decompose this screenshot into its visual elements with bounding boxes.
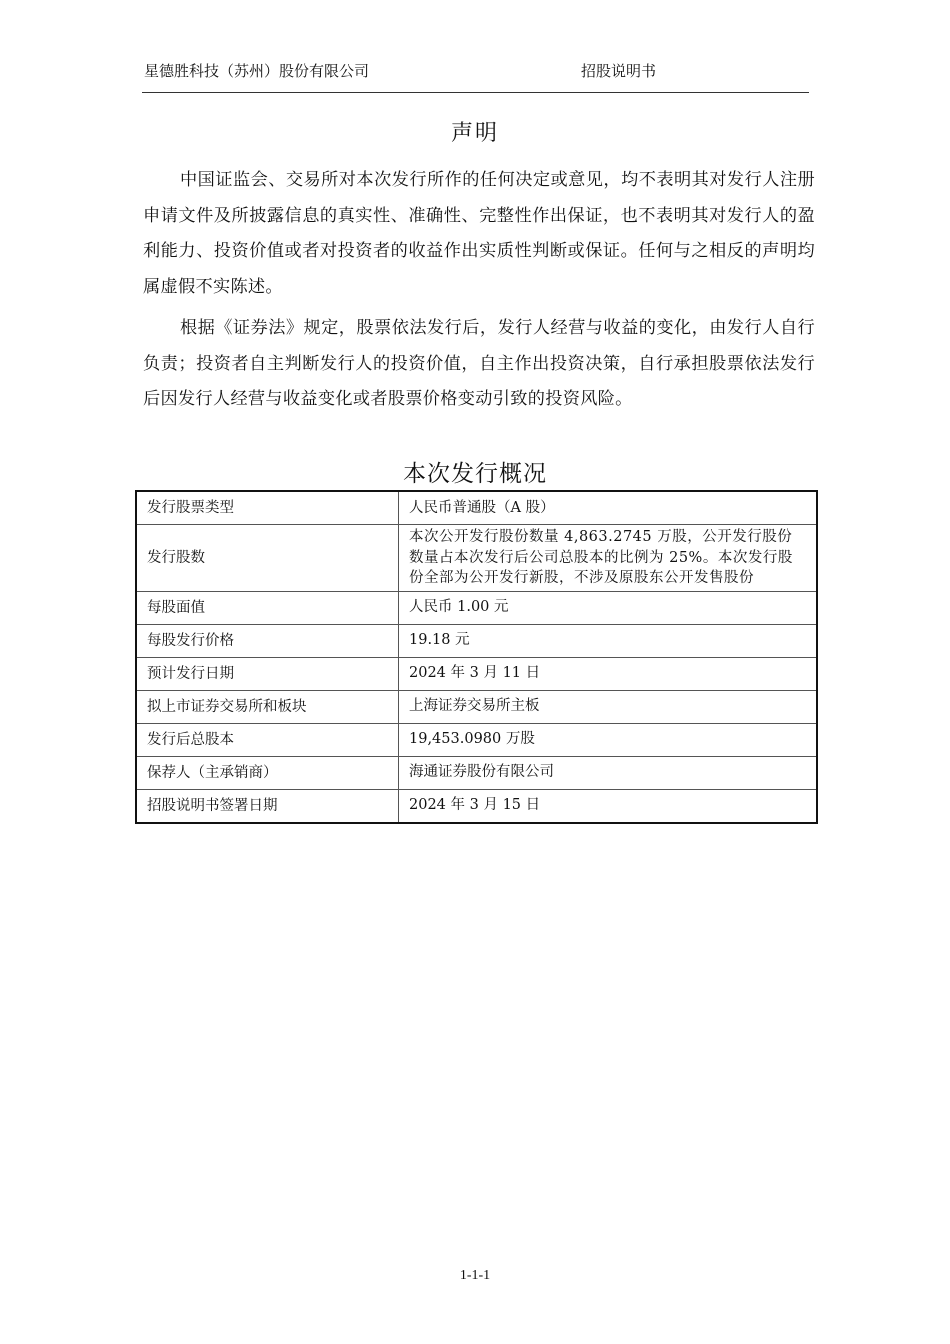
table-row (136, 525, 817, 592)
row-label: 每股面值 (136, 591, 399, 624)
table-row (136, 789, 817, 823)
row-label: 发行股数 (136, 525, 399, 592)
offering-summary-title: 本次发行概况 (403, 461, 547, 487)
page-number: 1-1-1 (459, 1268, 491, 1283)
row-value: 2024 年 3 月 15 日 (399, 789, 818, 823)
declaration-paragraph-2: 根据《证券法》规定，股票依法发行后，发行人经营与收益的变化，由发行人自行负责；投资者自主判断发行人的投资价值，自主作出投资决策，自行承担股票依法发行后因发行人经营与收益变化或者股票价格变动引致的投资风险。 (143, 318, 815, 409)
table-row (136, 491, 817, 525)
row-value: 人民币 1.00 元 (399, 591, 818, 624)
declaration-paragraph-1: 中国证监会、交易所对本次发行所作的任何决定或意见，均不表明其对发行人注册申请文件及所披露信息的真实性、准确性、完整性作出保证，也不表明其对发行人的盈利能力、投资价值或者对投资者的收益作出实质性判断或保证。任何与之相反的声明均属虚假不实陈述。 (143, 170, 815, 297)
table-row (136, 591, 817, 624)
company-name: 星德胜科技（苏州）股份有限公司 (144, 62, 370, 80)
row-value: 海通证券股份有限公司 (399, 756, 818, 789)
row-value: 2024 年 3 月 11 日 (399, 657, 818, 690)
row-label: 每股发行价格 (136, 624, 399, 657)
row-value: 19.18 元 (399, 624, 818, 657)
row-label: 拟上市证券交易所和板块 (136, 690, 399, 723)
table-row (136, 657, 817, 690)
table-row (136, 723, 817, 756)
row-value: 人民币普通股（A 股） (399, 491, 818, 525)
row-label: 发行后总股本 (136, 723, 399, 756)
table-row (136, 690, 817, 723)
row-label: 预计发行日期 (136, 657, 399, 690)
offering-summary-table (135, 490, 818, 824)
row-value: 上海证券交易所主板 (399, 690, 818, 723)
row-label: 招股说明书签署日期 (136, 789, 399, 823)
table-row (136, 624, 817, 657)
row-label: 保荐人（主承销商） (136, 756, 399, 789)
row-value: 19,453.0980 万股 (399, 723, 818, 756)
declaration-title: 声明 (450, 121, 499, 146)
table-row (136, 756, 817, 789)
row-label: 发行股票类型 (136, 491, 399, 525)
document-type: 招股说明书 (581, 62, 657, 80)
row-value: 本次公开发行股份数量 4,863.2745 万股，公开发行股份数量占本次发行后公司总股本的比例为 25%。本次发行股份全部为公开发行新股，不涉及原股东公开发售股份 (399, 525, 818, 592)
page-header (142, 58, 809, 93)
